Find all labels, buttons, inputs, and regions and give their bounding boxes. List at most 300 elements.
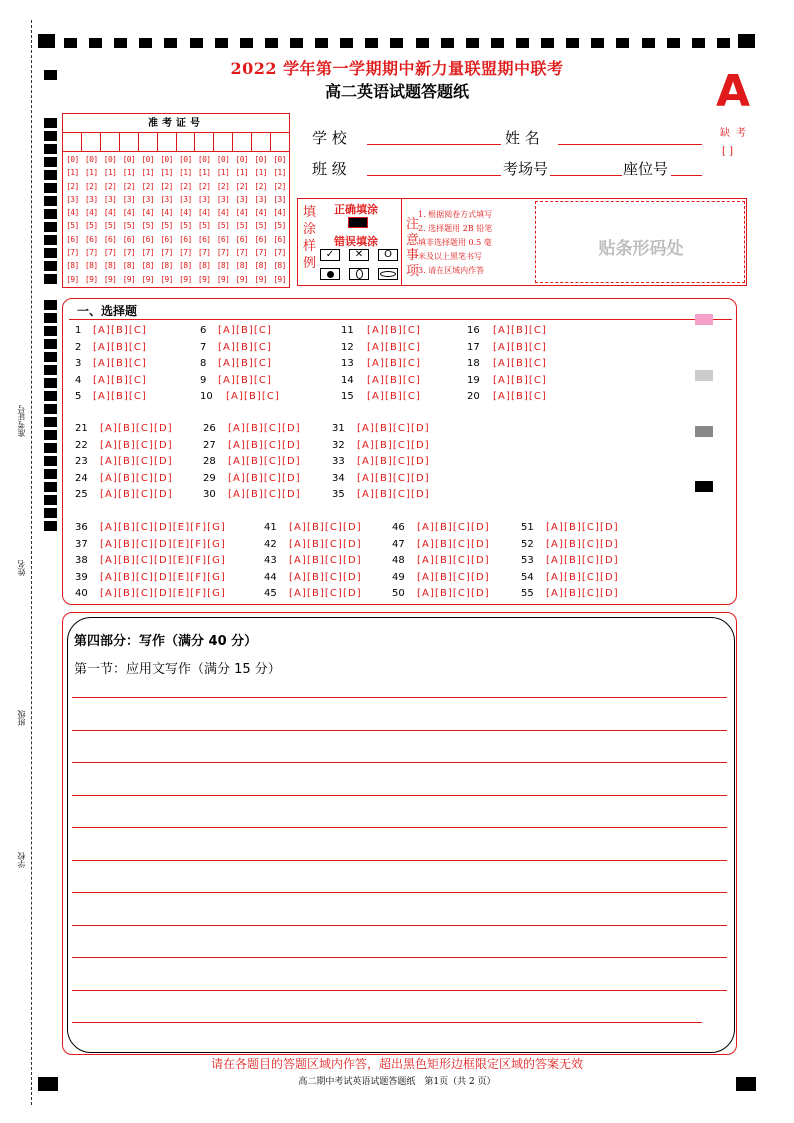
answer-options[interactable]: [A][B][C][D]	[417, 522, 490, 533]
answer-options[interactable]: [A][B][C][D]	[546, 538, 619, 550]
question-13[interactable]	[341, 358, 421, 369]
question-39[interactable]	[75, 572, 226, 583]
digit-bubble[interactable]: [4]	[66, 208, 79, 218]
digit-bubble[interactable]: [1]	[197, 168, 211, 178]
digit-bubble[interactable]: [7]	[254, 248, 268, 258]
digit-bubble[interactable]: [7]	[103, 248, 117, 258]
timing-mark	[44, 417, 57, 427]
digit-bubble[interactable]: [9]	[273, 274, 286, 284]
timing-mark	[44, 209, 57, 219]
digit-bubble[interactable]: [6]	[197, 234, 211, 244]
question-22[interactable]	[75, 440, 173, 451]
digit-bubble[interactable]: [2]	[66, 181, 79, 191]
digit-bubble[interactable]: [5]	[160, 221, 173, 231]
question-7[interactable]	[200, 342, 272, 353]
digit-bubble[interactable]: [8]	[122, 261, 136, 271]
answer-options[interactable]: [A][B][C][D]	[357, 489, 430, 500]
question-4[interactable]	[75, 375, 147, 386]
class-field[interactable]	[367, 175, 501, 176]
question-12[interactable]	[341, 342, 421, 353]
question-32[interactable]	[332, 440, 430, 451]
question-37[interactable]	[75, 539, 226, 550]
question-8[interactable]	[200, 358, 272, 369]
digit-bubble[interactable]: [5]	[197, 221, 211, 231]
timing-mark	[44, 248, 57, 258]
question-45[interactable]	[264, 588, 362, 599]
question-38[interactable]	[75, 555, 226, 566]
question-20[interactable]	[467, 391, 547, 402]
question-number: 2	[75, 341, 82, 353]
digit-bubble[interactable]: [3]	[160, 194, 173, 204]
digit-bubble[interactable]: [8]	[254, 261, 268, 271]
school-field[interactable]	[367, 144, 501, 145]
answer-options[interactable]: [A][B][C]	[367, 391, 421, 402]
digit-bubble[interactable]: [5]	[122, 221, 136, 231]
digit-bubble[interactable]: [6]	[235, 234, 249, 244]
digit-bubble[interactable]: [5]	[179, 221, 192, 231]
digit-bubble[interactable]: [2]	[197, 181, 211, 191]
digit-bubble[interactable]: [3]	[66, 194, 79, 204]
digit-bubble[interactable]: [4]	[84, 208, 98, 218]
answer-options[interactable]: [A][B][C][D]	[228, 423, 301, 434]
digit-bubble[interactable]: [7]	[141, 248, 155, 258]
name-field[interactable]	[558, 144, 702, 145]
digit-bubble[interactable]: [8]	[103, 261, 117, 271]
answer-options[interactable]: [A][B][C]	[93, 341, 147, 353]
digit-bubble[interactable]: [2]	[179, 181, 192, 191]
digit-bubble[interactable]: [9]	[235, 274, 249, 284]
digit-bubble[interactable]: [7]	[197, 248, 211, 258]
exam-number-write-cell[interactable]	[271, 133, 289, 151]
digit-bubble[interactable]: [6]	[84, 234, 98, 244]
writing-line[interactable]	[72, 762, 727, 763]
digit-bubble[interactable]: [3]	[273, 194, 286, 204]
answer-options[interactable]: [A][B][C]	[493, 341, 547, 353]
digit-bubble[interactable]: [0]	[273, 155, 286, 164]
answer-options[interactable]: [A][B][C][D]	[417, 571, 490, 583]
answer-options[interactable]: [A][B][C]	[367, 358, 421, 369]
digit-bubble[interactable]: [9]	[141, 274, 155, 284]
digit-bubble[interactable]: [3]	[141, 194, 155, 204]
digit-bubble[interactable]: [1]	[84, 168, 98, 178]
digit-bubble[interactable]: [2]	[141, 181, 155, 191]
digit-bubble[interactable]: [2]	[160, 181, 173, 191]
digit-bubble[interactable]: [4]	[122, 208, 136, 218]
digit-bubble[interactable]: [1]	[254, 168, 268, 178]
exam-number-write-cell[interactable]	[101, 133, 120, 151]
question-31[interactable]	[332, 423, 430, 434]
answer-options[interactable]: [A][B][C][D]	[100, 472, 173, 484]
digit-bubble[interactable]: [6]	[160, 234, 173, 244]
answer-options[interactable]: [A][B][C][D]	[546, 522, 619, 533]
timing-mark	[340, 38, 353, 48]
question-36[interactable]	[75, 522, 226, 533]
digit-bubble[interactable]: [4]	[254, 208, 268, 218]
digit-bubble[interactable]: [3]	[103, 194, 117, 204]
timing-mark	[44, 313, 57, 323]
answer-options[interactable]: [A][B][C][D]	[417, 555, 490, 566]
question-44[interactable]	[264, 572, 362, 583]
exam-number-write-row[interactable]	[63, 133, 289, 152]
seat-field[interactable]	[671, 175, 702, 176]
digit-bubble[interactable]: [0]	[197, 155, 211, 164]
digit-bubble[interactable]: [5]	[235, 221, 249, 231]
question-35[interactable]	[332, 489, 430, 500]
digit-bubble[interactable]: [1]	[160, 168, 173, 178]
digit-bubble[interactable]: [8]	[216, 261, 230, 271]
digit-bubble[interactable]: [3]	[254, 194, 268, 204]
digit-bubble[interactable]: [2]	[84, 181, 98, 191]
timing-mark	[44, 482, 57, 492]
question-50[interactable]	[392, 588, 490, 599]
question-number: 46	[392, 522, 405, 533]
question-9[interactable]	[200, 375, 272, 386]
wrong-ellipse-sample	[378, 268, 398, 280]
exam-number-write-cell[interactable]	[82, 133, 101, 151]
question-27[interactable]	[203, 440, 301, 451]
digit-bubble[interactable]: [9]	[179, 274, 192, 284]
digit-bubble[interactable]: [2]	[216, 181, 230, 191]
writing-subheading: 第一节：应用文写作（满分 15 分）	[74, 662, 281, 677]
exam-number-write-cell[interactable]	[120, 133, 139, 151]
digit-bubble[interactable]: [8]	[84, 261, 98, 271]
writing-heading: 第四部分：写作（满分 40 分）	[74, 634, 258, 649]
answer-options[interactable]: [A][B][C]	[493, 325, 547, 336]
digit-bubble[interactable]: [0]	[235, 155, 249, 164]
question-34[interactable]	[332, 473, 430, 484]
digit-bubble[interactable]: [5]	[66, 221, 79, 231]
question-52[interactable]	[521, 539, 619, 550]
digit-bubble[interactable]: [3]	[197, 194, 211, 204]
answer-options[interactable]: [A][B][C][D]	[546, 588, 619, 599]
answer-options[interactable]: [A][B][C]	[493, 391, 547, 402]
question-number: 23	[75, 456, 88, 467]
digit-bubble[interactable]: [1]	[273, 168, 286, 178]
exam-number-bubbles[interactable]	[63, 152, 289, 287]
timing-mark	[44, 456, 57, 466]
answer-options[interactable]: [A][B][C][D]	[357, 439, 430, 451]
digit-bubble[interactable]: [9]	[197, 274, 211, 284]
digit-bubble[interactable]: [1]	[216, 168, 230, 178]
writing-line[interactable]	[72, 925, 727, 926]
timing-mark	[44, 131, 57, 141]
writing-line[interactable]	[72, 957, 727, 958]
exam-number-write-cell[interactable]	[233, 133, 252, 151]
question-number: 53	[521, 555, 534, 566]
answer-options[interactable]: [A][B][C][D]	[289, 522, 362, 533]
answer-options[interactable]: [A][B][C][D]	[228, 456, 301, 467]
writing-line[interactable]	[72, 730, 727, 731]
digit-bubble[interactable]: [1]	[179, 168, 192, 178]
timing-mark	[44, 300, 57, 310]
digit-bubble[interactable]: [1]	[122, 168, 136, 178]
digit-bubble[interactable]: [7]	[66, 248, 79, 258]
digit-bubble[interactable]: [8]	[160, 261, 173, 271]
digit-bubble[interactable]: [3]	[122, 194, 136, 204]
answer-options[interactable]: [A][B][C][D]	[228, 489, 301, 500]
wrong-dot-sample	[320, 268, 340, 280]
digit-bubble[interactable]: [1]	[103, 168, 117, 178]
digit-bubble[interactable]: [6]	[66, 234, 79, 244]
fill-divider	[401, 199, 402, 285]
question-54[interactable]	[521, 572, 619, 583]
answer-options[interactable]: [A][B][C]	[93, 391, 147, 402]
answer-options[interactable]: [A][B][C][D]	[100, 439, 173, 451]
answer-options[interactable]: [A][B][C][D]	[357, 472, 430, 484]
digit-bubble[interactable]: [6]	[141, 234, 155, 244]
digit-bubble[interactable]: [7]	[273, 248, 286, 258]
digit-bubble[interactable]: [9]	[103, 274, 117, 284]
answer-options[interactable]: [A][B][C][D]	[100, 456, 173, 467]
digit-bubble[interactable]: [6]	[122, 234, 136, 244]
digit-bubble[interactable]: [4]	[273, 208, 286, 218]
digit-bubble[interactable]: [4]	[103, 208, 117, 218]
question-28[interactable]	[203, 456, 301, 467]
answer-options[interactable]: [A][B][C]	[93, 358, 147, 369]
timing-mark	[365, 38, 378, 48]
answer-options[interactable]: [A][B][C][D]	[100, 423, 173, 434]
digit-bubble[interactable]: [9]	[254, 274, 268, 284]
question-2[interactable]	[75, 342, 147, 353]
answer-options[interactable]: [A][B][C]	[493, 358, 547, 369]
question-40[interactable]	[75, 588, 226, 599]
question-16[interactable]	[467, 325, 547, 336]
answer-options[interactable]: [A][B][C]	[218, 358, 272, 369]
digit-bubble[interactable]: [3]	[84, 194, 98, 204]
answer-options[interactable]: [A][B][C]	[367, 374, 421, 386]
question-21[interactable]	[75, 423, 173, 434]
digit-bubble[interactable]: [5]	[216, 221, 230, 231]
question-41[interactable]	[264, 522, 362, 533]
digit-bubble[interactable]: [9]	[160, 274, 173, 284]
question-15[interactable]	[341, 391, 421, 402]
answer-options[interactable]: [A][B][C][D]	[357, 423, 430, 434]
digit-bubble[interactable]: [8]	[66, 261, 79, 271]
answer-options[interactable]: [A][B][C][D]	[546, 571, 619, 583]
digit-bubble[interactable]: [5]	[254, 221, 268, 231]
absent-checkbox[interactable]: [ ]	[722, 146, 733, 157]
digit-bubble[interactable]: [0]	[141, 155, 155, 164]
answer-options[interactable]: [A][B][C][D][E][F][G]	[100, 538, 226, 550]
answer-options[interactable]: [A][B][C][D]	[289, 555, 362, 566]
exam-number-write-cell[interactable]	[195, 133, 214, 151]
question-14[interactable]	[341, 375, 421, 386]
digit-bubble[interactable]: [5]	[84, 221, 98, 231]
digit-bubble[interactable]: [8]	[197, 261, 211, 271]
writing-line[interactable]	[72, 827, 727, 828]
digit-bubble[interactable]: [6]	[103, 234, 117, 244]
digit-bubble[interactable]: [6]	[216, 234, 230, 244]
answer-options[interactable]: [A][B][C]	[218, 341, 272, 353]
question-42[interactable]	[264, 539, 362, 550]
timing-mark	[667, 38, 680, 48]
question-6[interactable]	[200, 325, 272, 336]
digit-bubble[interactable]: [2]	[235, 181, 249, 191]
question-1[interactable]	[75, 325, 147, 336]
answer-options[interactable]: [A][B][C][D][E][F][G]	[100, 555, 226, 566]
digit-bubble[interactable]: [0]	[103, 155, 117, 164]
digit-bubble[interactable]: [0]	[160, 155, 173, 164]
digit-bubble[interactable]: [7]	[179, 248, 192, 258]
writing-line[interactable]	[72, 1022, 702, 1023]
timing-mark	[190, 38, 203, 48]
digit-bubble[interactable]: [7]	[160, 248, 173, 258]
answer-options[interactable]: [A][B][C]	[218, 325, 272, 336]
question-number: 18	[467, 358, 480, 369]
answer-options[interactable]: [A][B][C][D]	[289, 588, 362, 599]
answer-options[interactable]: [A][B][C][D]	[546, 555, 619, 566]
answer-options[interactable]: [A][B][C]	[493, 374, 547, 386]
digit-bubble[interactable]: [8]	[235, 261, 249, 271]
absent-label: 缺考	[720, 128, 752, 139]
answer-options[interactable]: [A][B][C][D]	[228, 439, 301, 451]
answer-options[interactable]: [A][B][C][D][E][F][G]	[100, 522, 226, 533]
digit-bubble[interactable]: [0]	[84, 155, 98, 164]
digit-bubble[interactable]: [2]	[273, 181, 286, 191]
answer-options[interactable]: [A][B][C]	[93, 374, 147, 386]
exam-number-write-cell[interactable]	[158, 133, 177, 151]
digit-bubble[interactable]: [6]	[179, 234, 192, 244]
question-49[interactable]	[392, 572, 490, 583]
question-18[interactable]	[467, 358, 547, 369]
answer-options[interactable]: [A][B][C][D][E][F][G]	[100, 571, 226, 583]
question-48[interactable]	[392, 555, 490, 566]
digit-bubble[interactable]: [4]	[179, 208, 192, 218]
answer-options[interactable]: [A][B][C]	[367, 325, 421, 336]
digit-bubble[interactable]: [3]	[179, 194, 192, 204]
answer-options[interactable]: [A][B][C][D]	[100, 489, 173, 500]
digit-bubble[interactable]: [0]	[179, 155, 192, 164]
digit-bubble[interactable]: [3]	[216, 194, 230, 204]
timing-mark	[44, 404, 57, 414]
question-55[interactable]	[521, 588, 619, 599]
digit-bubble[interactable]: [9]	[122, 274, 136, 284]
exam-number-write-cell[interactable]	[63, 133, 82, 151]
answer-options[interactable]: [A][B][C][D]	[417, 588, 490, 599]
digit-bubble[interactable]: [9]	[84, 274, 98, 284]
answer-options[interactable]: [A][B][C]	[226, 391, 280, 402]
digit-bubble[interactable]: [4]	[197, 208, 211, 218]
note-char-3: 事	[406, 248, 420, 263]
answer-options[interactable]: [A][B][C][D]	[289, 571, 362, 583]
digit-bubble[interactable]: [8]	[179, 261, 192, 271]
exam-number-write-cell[interactable]	[177, 133, 196, 151]
question-46[interactable]	[392, 522, 490, 533]
timing-mark	[240, 38, 253, 48]
timing-mark	[541, 38, 554, 48]
digit-bubble[interactable]: [7]	[216, 248, 230, 258]
exam-number-write-cell[interactable]	[214, 133, 233, 151]
digit-bubble[interactable]: [2]	[122, 181, 136, 191]
question-5[interactable]	[75, 391, 147, 402]
digit-bubble[interactable]: [4]	[235, 208, 249, 218]
question-33[interactable]	[332, 456, 430, 467]
note-line-5: 3. 请在区域内作答	[418, 266, 485, 275]
digit-bubble[interactable]: [4]	[141, 208, 155, 218]
digit-bubble[interactable]: [1]	[235, 168, 249, 178]
question-number: 11	[341, 325, 354, 336]
timing-mark	[44, 274, 57, 284]
question-23[interactable]	[75, 456, 173, 467]
exam-number-write-cell[interactable]	[139, 133, 158, 151]
digit-bubble[interactable]: [5]	[273, 221, 286, 231]
digit-bubble[interactable]: [1]	[66, 168, 79, 178]
boundary-warning: 请在各题目的答题区域内作答，超出黑色矩形边框限定区域的答案无效	[210, 1057, 583, 1071]
digit-bubble[interactable]: [0]	[66, 155, 79, 164]
question-25[interactable]	[75, 489, 173, 500]
question-26[interactable]	[203, 423, 301, 434]
digit-bubble[interactable]: [9]	[216, 274, 230, 284]
fill-example-vertical-label: 填涂样例	[303, 205, 317, 271]
answer-options[interactable]: [A][B][C][D]	[417, 538, 490, 550]
digit-bubble[interactable]: [5]	[141, 221, 155, 231]
digit-bubble[interactable]: [4]	[160, 208, 173, 218]
answer-options[interactable]: [A][B][C][D]	[357, 456, 430, 467]
digit-bubble[interactable]: [6]	[254, 234, 268, 244]
question-53[interactable]	[521, 555, 619, 566]
digit-bubble[interactable]: [7]	[122, 248, 136, 258]
digit-bubble[interactable]: [9]	[66, 274, 79, 284]
writing-line[interactable]	[72, 697, 727, 698]
digit-bubble[interactable]: [0]	[254, 155, 268, 164]
note-char-2: 意	[406, 233, 420, 248]
question-number: 37	[75, 538, 88, 550]
writing-line[interactable]	[72, 860, 727, 861]
digit-bubble[interactable]: [1]	[141, 168, 155, 178]
question-24[interactable]	[75, 473, 173, 484]
exam-number-write-cell[interactable]	[252, 133, 271, 151]
answer-options[interactable]: [A][B][C][D]	[289, 538, 362, 550]
digit-bubble[interactable]: [3]	[235, 194, 249, 204]
question-29[interactable]	[203, 473, 301, 484]
question-51[interactable]	[521, 522, 619, 533]
writing-line[interactable]	[72, 990, 727, 991]
digit-bubble[interactable]: [8]	[141, 261, 155, 271]
digit-row	[63, 206, 289, 219]
question-30[interactable]	[203, 489, 301, 500]
writing-line[interactable]	[72, 892, 727, 893]
question-3[interactable]	[75, 358, 147, 369]
question-19[interactable]	[467, 375, 547, 386]
timing-mark	[139, 38, 152, 48]
digit-bubble[interactable]: [7]	[235, 248, 249, 258]
digit-bubble[interactable]: [4]	[216, 208, 230, 218]
question-43[interactable]	[264, 555, 362, 566]
answer-options[interactable]: [A][B][C]	[218, 374, 272, 386]
digit-bubble[interactable]: [0]	[216, 155, 230, 164]
question-number: 31	[332, 423, 345, 434]
question-number: 1	[75, 325, 82, 336]
answer-options[interactable]: [A][B][C][D]	[228, 472, 301, 484]
digit-bubble[interactable]: [2]	[103, 181, 117, 191]
room-field[interactable]	[550, 175, 622, 176]
digit-bubble[interactable]: [7]	[84, 248, 98, 258]
timing-mark	[89, 38, 102, 48]
digit-bubble[interactable]: [0]	[122, 155, 136, 164]
digit-bubble[interactable]: [5]	[103, 221, 117, 231]
question-47[interactable]	[392, 539, 490, 550]
question-11[interactable]	[341, 325, 421, 336]
digit-bubble[interactable]: [6]	[273, 234, 286, 244]
answer-options[interactable]: [A][B][C][D][E][F][G]	[100, 588, 226, 599]
question-17[interactable]	[467, 342, 547, 353]
digit-bubble[interactable]: [8]	[273, 261, 286, 271]
answer-options[interactable]: [A][B][C]	[367, 341, 421, 353]
writing-line[interactable]	[72, 795, 727, 796]
answer-options[interactable]: [A][B][C]	[93, 325, 147, 336]
digit-bubble[interactable]: [2]	[254, 181, 268, 191]
question-10[interactable]	[200, 391, 280, 402]
